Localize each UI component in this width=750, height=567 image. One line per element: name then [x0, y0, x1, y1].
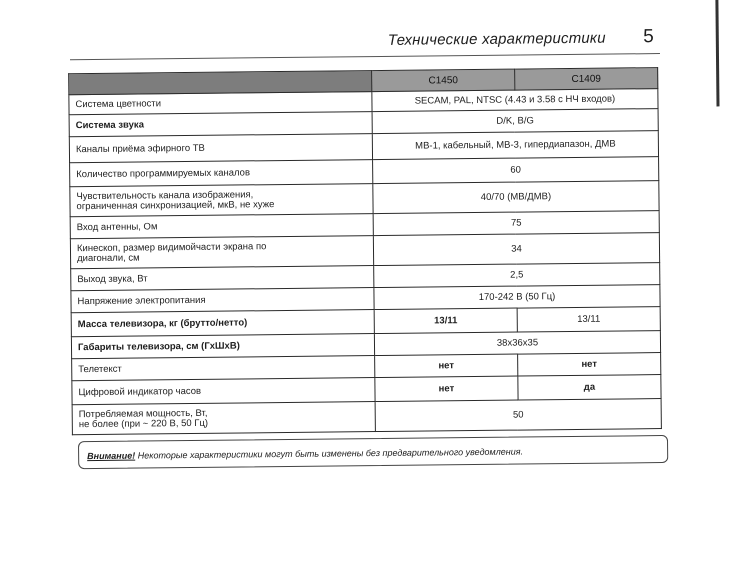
- row-label: Система звука: [69, 112, 372, 137]
- row-label: Напряжение электропитания: [71, 288, 374, 313]
- row-value: 75: [373, 211, 659, 236]
- row-value-c1450: 13/11: [374, 308, 517, 333]
- row-label: Выход звука, Вт: [71, 266, 374, 291]
- row-label: Габариты телевизора, см (ГхШхВ): [71, 334, 374, 359]
- row-label-line: Потребляемая мощность, Вт,: [78, 407, 208, 420]
- section-title: Технические характеристики: [387, 29, 606, 49]
- table-row: [72, 399, 661, 435]
- specifications-table: [68, 67, 662, 435]
- row-value: 170-242 В (50 Гц): [374, 285, 660, 310]
- row-value-c1450: нет: [375, 376, 518, 401]
- row-label: Количество программируемых каналов: [70, 160, 373, 187]
- row-label: Система цветности: [69, 92, 372, 115]
- header-divider: [70, 53, 660, 60]
- column-header-c1409: C1409: [515, 68, 658, 90]
- row-value: 2,5: [374, 263, 660, 288]
- row-label: Цифровой индикатор часов: [72, 378, 375, 405]
- row-value-c1409: нет: [518, 353, 661, 376]
- row-value: 38х36х35: [374, 331, 660, 356]
- row-label: Масса телевизора, кг (брутто/нетто): [71, 310, 374, 337]
- row-label: [72, 402, 375, 435]
- row-label-line: диагонали, см: [77, 252, 140, 264]
- row-label: [70, 236, 373, 269]
- row-value: 34: [373, 233, 659, 266]
- row-value: SECAM, PAL, NTSC (4.43 и 3.58 с НЧ входов): [372, 89, 658, 112]
- row-value: 40/70 (МВ/ДМВ): [373, 181, 659, 214]
- warning-note: [78, 435, 668, 469]
- page-header: [388, 27, 658, 52]
- row-value: D/K, B/G: [372, 109, 658, 134]
- row-label: Вход антенны, Ом: [70, 214, 373, 239]
- row-label-line: ограниченная синхронизацией, мкВ, не хуже: [76, 198, 275, 212]
- row-value: 60: [373, 157, 659, 184]
- column-header-c1450: C1450: [372, 69, 515, 91]
- row-value-c1409: да: [518, 375, 661, 400]
- row-label: Телетекст: [72, 356, 375, 381]
- row-value-c1409: 13/11: [517, 307, 660, 332]
- row-value-c1450: нет: [375, 354, 518, 377]
- row-label: Каналы приёма эфирного ТВ: [69, 134, 372, 163]
- row-value: 50: [375, 399, 661, 432]
- row-label-line: не более (при ~ 220 В, 50 Гц): [78, 417, 209, 430]
- row-label-line: Чувствительность канала изображения,: [76, 188, 254, 202]
- warning-label: Внимание!: [87, 450, 136, 462]
- warning-text: Некоторые характеристики могут быть изменены без предварительного уведомления.: [135, 446, 524, 461]
- scan-edge: [715, 0, 719, 106]
- page-number: 5: [643, 26, 654, 48]
- row-value: МВ-1, кабельный, МВ-3, гипердиапазон, ДМВ: [372, 131, 658, 160]
- row-label: [70, 184, 373, 217]
- row-label-line: Кинескоп, размер видимойчасти экрана по: [76, 240, 267, 254]
